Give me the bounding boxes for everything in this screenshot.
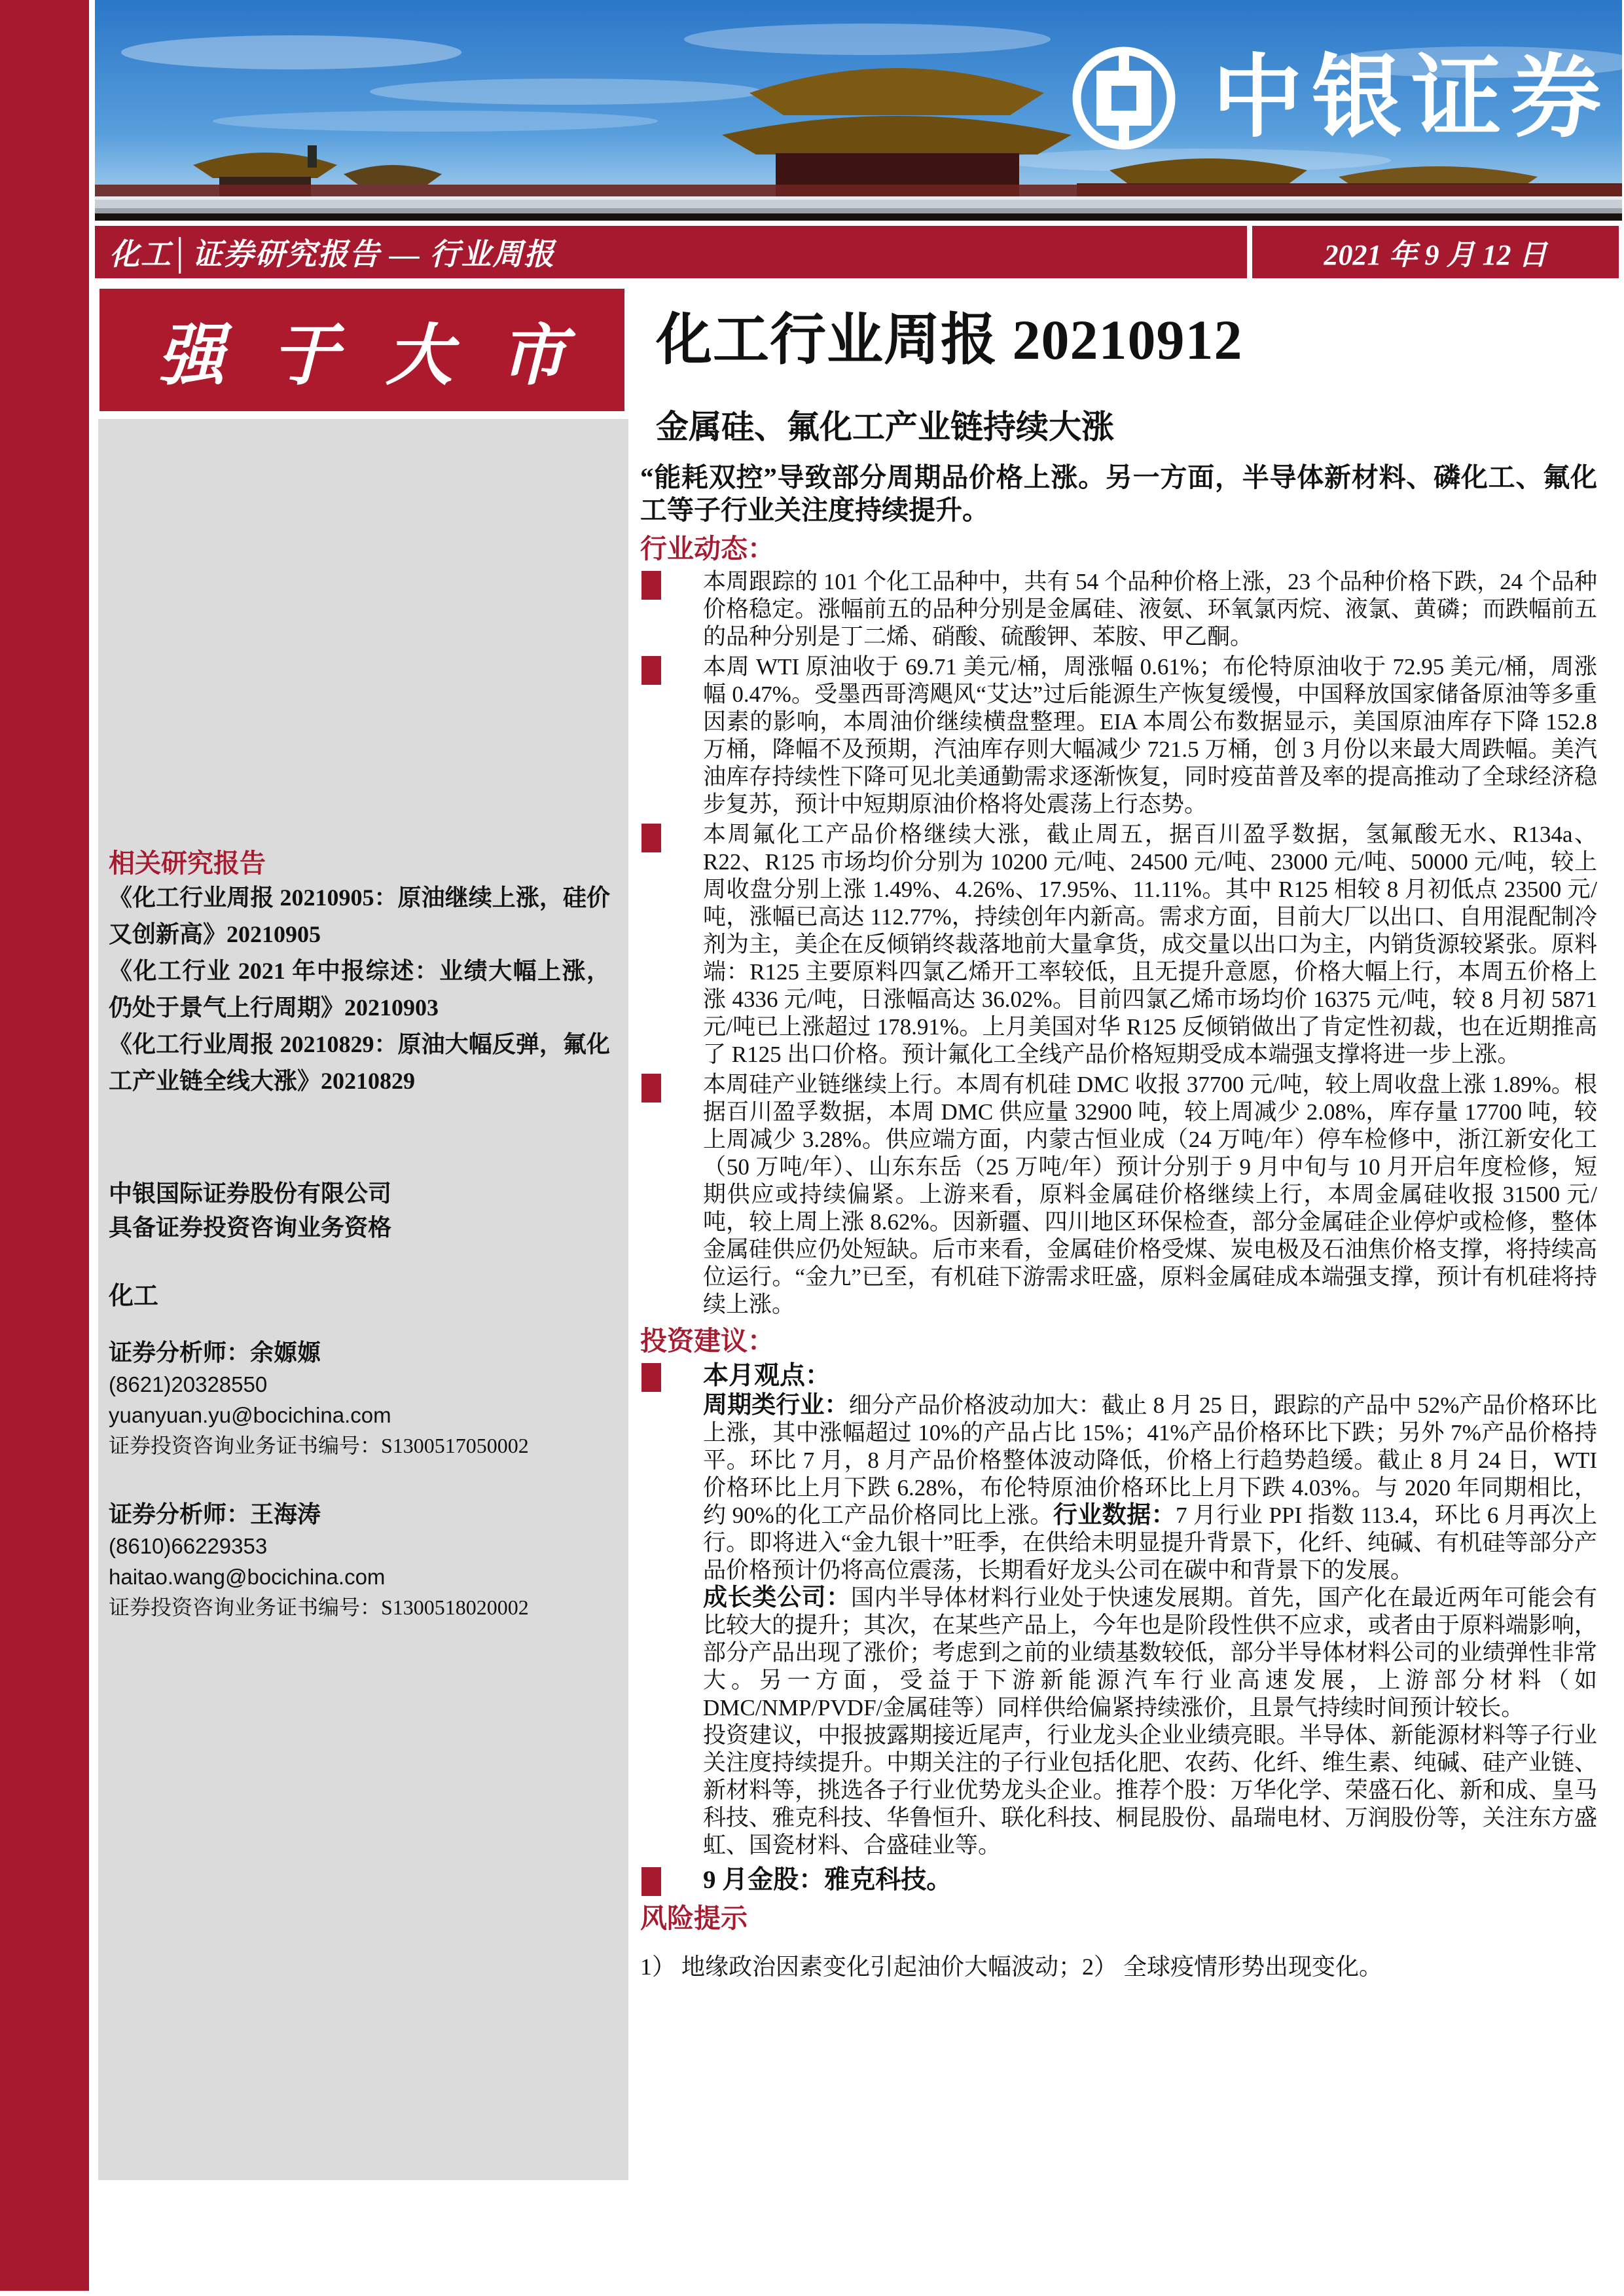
bullet-square-icon [641, 1363, 661, 1392]
related-report-item: 《化工行业周报 20210905：原油继续上涨，硅价又创新高》20210905 [109, 884, 610, 947]
paragraph-text: 细分产品价格波动加大：截止 8 月 25 日，跟踪的产品中 52%产品价格环比上涨，其中涨幅超过 10%的产品占比 15%；41%产品价格环比下跌；另外 7%产品价格持平。环比 7 月，8 月产品价格整体波动降低，价格上行趋势趋缓。截止 8 月 24 日，WTI 价格环比上月下跌 6.28%，布伦特原油价格环比上月下跌 4.03%。与 2020 年同期相比，约 90%的化工产品价格同比上涨。 [703, 1393, 1597, 1528]
analyst-email: haitao.wang@bocichina.com [109, 1565, 386, 1589]
summary-intro: “能耗双控”导致部分周期品价格上涨。另一方面，半导体新材料、磷化工、氟化工等子行业关注度持续提升。 [640, 462, 1597, 525]
risk-text: 1） 地缘政治因素变化引起油价大幅波动；2） 全球疫情形势出现变化。 [640, 1954, 1383, 1980]
sidebar-panel [98, 419, 628, 2180]
industry-bullet-text: 本周硅产业链继续上行。本周有机硅 DMC 收报 37700 元/吨，较上周收盘上涨 1.89%。根据百川盈孚数据，本周 DMC 供应量 32900 吨，较上周减少 2.08%，库存量 17700 吨，较上周减少 3.28%。供应端方面，内蒙古恒业成（24 万吨/年）停车检修中，浙江新安化工（50 万吨/年）、山东东岳（25 万吨/年）预计分别于 9 月中旬与 10 月开启年度检修，短期供应或持续偏紧。上游来看，原料金属硅价格继续上行，本周金属硅收报 31500 元/吨，较上周上涨 8.62%。因新疆、四川地区环保检查，部分金属硅企业停炉或检修，整体金属硅供应仍处短缺。后市来看，金属硅价格受煤、炭电极及石油焦价格支撑，将持续高位运行。“金九”已至，有机硅下游需求旺盛，原料金属硅成本端强支撑，预计有机硅将持续上涨。 [703, 1072, 1597, 1317]
main-content [640, 301, 1597, 1981]
related-reports-heading: 相关研究报告 [109, 848, 266, 878]
company-name: 中银国际证券股份有限公司 [109, 1180, 392, 1207]
gold-stock-bullet [640, 1865, 1597, 1896]
analyst-phone: (8610)66229353 [109, 1534, 268, 1558]
gold-stock-text: 9 月金股：雅克科技。 [703, 1866, 952, 1894]
paragraph-text: 投资建议，中报披露期接近尾声，行业龙头企业业绩亮眼。半导体、新能源材料等子行业关注度持续提升。中期关注的子行业包括化肥、农药、化纤、维生素、纯碱、硅产业链、新材料等，挑选各子行业优势龙头企业。推荐个股：万华化学、荣盛石化、新和成、皇马科技、雅克科技、华鲁恒升、联化科技、桐昆股份、晶瑞电材、万润股份等，关注东方盛虹、国瓷材料、合盛硅业等。 [703, 1722, 1597, 1858]
report-date: 2021 年 9 月 12 日 [1252, 226, 1619, 278]
sidebar-content [98, 848, 628, 1623]
company-qualification: 具备证券投资咨询业务资格 [109, 1214, 392, 1241]
industry-bullet-text: 本周跟踪的 101 个化工品种中，共有 54 个品种价格上涨，23 个品种价格下跌，24 个品种价格稳定。涨幅前五的品种分别是金属硅、液氨、环氧氯丙烷、液氯、黄磷；而跌幅前五的品种分别是丁二烯、硝酸、硫酸钾、苯胺、甲乙酮。 [703, 569, 1597, 649]
bullet-square-icon [641, 656, 661, 685]
bullet-square-icon [641, 1867, 661, 1896]
paragraph-text: 国内半导体材料行业处于快速发展期。首先，国产化在最近两年可能会有比较大的提升；其次，在某些产品上，今年也是阶段性供不应求，或者由于原料端影响，部分产品出现了涨价；考虑到之前的业绩基数较低，部分半导体材料公司的业绩弹性非常大。另一方面，受益于下游新能源汽车行业高速发展，上游部分材料（如 DMC/NMP/PVDF/金属硅等）同样供给偏紧持续涨价，且景气持续时间预计较长。 [703, 1585, 1597, 1721]
industry-bullet-text: 本周 WTI 原油收于 69.71 美元/桶，周涨幅 0.61%；布伦特原油收于 72.95 美元/桶，周涨幅 0.47%。受墨西哥湾飓风“艾达”过后能源生产恢复缓慢，中国释放国家储备原油等多重因素的影响，本周油价继续横盘整理。EIA 本周公布数据显示，美国原油库存下降 152.8 万桶，降幅不及预期，汽油库存则大幅减少 721.5 万桶，创 3 月份以来最大周跌幅。美汽油库存持续性下降可见北美通勤需求逐渐恢复，同时疫苗普及率的提高推动了全球经济稳步复苏，预计中短期原油价格将处震荡上行态势。 [703, 654, 1597, 817]
analyst-cert: 证券投资咨询业务证书编号：S1300518020002 [109, 1595, 529, 1619]
brand-logo-text: 中银证券 [1212, 48, 1611, 148]
industry-bullet [640, 1071, 1597, 1319]
view-paragraph [640, 1584, 1597, 1722]
section-heading-industry: 行业动态： [640, 534, 774, 564]
page-title: 化工行业周报 20210912 [656, 308, 1243, 371]
paragraph-text: 7 月行业 PPI 指数 113.4，环比 6 月再次上行。即将进入“金九银十”旺季，在供给未明显提升背景下，化纤、纯碱、有机硅等部分产品价格预计仍将高位震荡，长期看好龙头公司在碳中和背景下的发展。 [703, 1503, 1597, 1583]
rating-text: 强于大市 [158, 319, 613, 393]
view-paragraph [640, 1722, 1597, 1859]
paragraph-lead: 成长类公司： [703, 1584, 851, 1611]
header-photo [95, 0, 1622, 221]
industry-bullet [640, 653, 1597, 818]
analyst-name: 证券分析师：王海涛 [109, 1501, 321, 1527]
rating-badge [99, 289, 624, 411]
view-paragraph [640, 1392, 1597, 1584]
monthly-view-label: 本月观点： [703, 1362, 831, 1390]
industry-bullet-text: 本周氟化工产品价格继续大涨，截止周五，据百川盈孚数据，氢氟酸无水、R134a、R22、R125 市场均价分别为 10200 元/吨、24500 元/吨、23000 元/吨、50000 元/吨，较上周收盘分别上涨 1.49%、4.26%、17.95%、11.11%。其中 R125 相较 8 月初低点 23500 元/吨，涨幅已高达 112.77%，持续创年内新高。需求方面，目前大厂以出口、自用混配制冷剂为主，美企在反倾销终裁落地前大量拿货，成交量以出口为主，内销货源较紧张。原料端：R125 主要原料四氯乙烯开工率较低，且无提升意愿，价格大幅上行，本周五价格上涨 4336 元/吨，日涨幅高达 36.02%。目前四氯乙烯市场均价 16375 元/吨，较 8 月初 5871 元/吨已上涨超过 178.91%。上月美国对华 R125 反倾销做出了肯定性初裁，也在近期推高了 R125 出口价格。预计氟化工全线产品价格短期受成本端强支撑将进一步上涨。 [703, 822, 1597, 1067]
analyst-cert: 证券投资咨询业务证书编号：S1300517050002 [109, 1434, 529, 1457]
analyst-phone: (8621)20328550 [109, 1372, 268, 1396]
sector-label: 化工 [109, 1283, 159, 1310]
page-subtitle: 金属硅、氟化工产业链持续大涨 [656, 409, 1114, 445]
left-brand-stripe [0, 0, 89, 2291]
bullet-square-icon [641, 824, 661, 852]
industry-bullet [640, 821, 1597, 1068]
paragraph-lead: 周期类行业： [703, 1392, 849, 1419]
top-category-bar [95, 226, 1619, 278]
analyst-name: 证券分析师：余嫄嫄 [109, 1339, 321, 1366]
category-label: 化工│证券研究报告 — 行业周报 [95, 226, 1247, 278]
bullet-square-icon [641, 571, 661, 600]
section-heading-risk: 风险提示 [640, 1903, 748, 1933]
analyst-email: yuanyuan.yu@bocichina.com [109, 1403, 391, 1427]
topbar-divider [1247, 226, 1252, 278]
related-report-item: 《化工行业周报 20210829：原油大幅反弹，氟化工产业链全线大涨》20210829 [109, 1031, 610, 1094]
industry-bullet [640, 568, 1597, 651]
paragraph-lead: 行业数据： [1053, 1502, 1176, 1529]
monthly-view-bullet [640, 1360, 1597, 1392]
section-heading-advice: 投资建议： [640, 1326, 774, 1356]
bullet-square-icon [641, 1074, 661, 1102]
related-report-item: 《化工行业 2021 年中报综述：业绩大幅上涨，仍处于景气上行周期》20210903 [109, 958, 610, 1021]
forbidden-city-photo [95, 0, 1622, 221]
